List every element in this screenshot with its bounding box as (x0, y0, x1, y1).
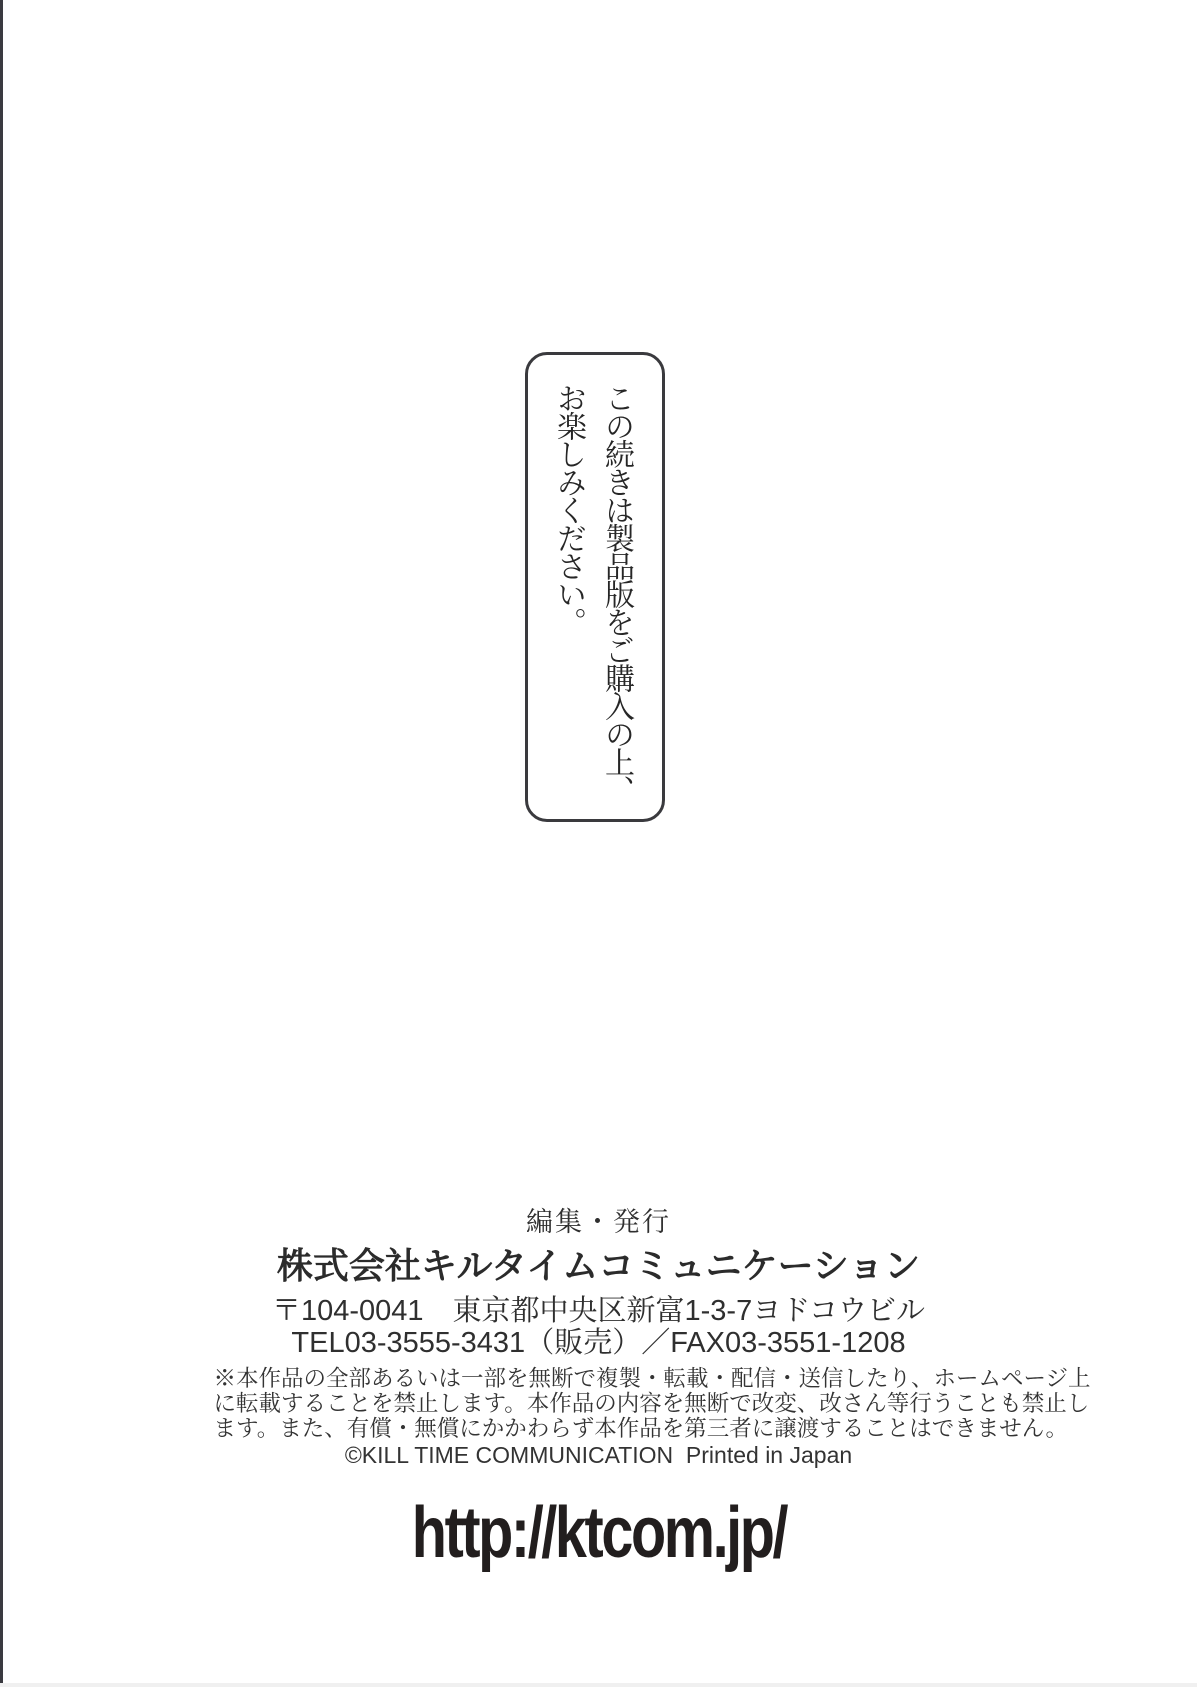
disclaimer-line-1: ※本作品の全部あるいは一部を無断で複製・転載・配信・送信したり、ホームページ上 (213, 1366, 1091, 1391)
teaser-line-2: お楽しみください。 (551, 383, 586, 635)
page-left-edge-line (0, 0, 3, 1687)
disclaimer-block (213, 1366, 1091, 1441)
copyright-line: ©KILL TIME COMMUNICATION Printed in Japan (344, 1442, 853, 1468)
publisher-phone: TEL03-3555-3431（販売）／FAX03-3551-1208 (291, 1327, 906, 1359)
publisher-url-line (0, 1492, 1197, 1574)
publisher-url: http://ktcom.jp/ (411, 1493, 786, 1573)
publisher-address: 〒104-0041 東京都中央区新富1-3-7ヨドコウビル (271, 1295, 926, 1327)
publisher-name: 株式会社キルタイムコミュニケーション (276, 1245, 921, 1286)
disclaimer-line-2: に転載することを禁止します。本作品の内容を無断で改変、改さん等行うことも禁止し (213, 1391, 1090, 1416)
teaser-box (525, 352, 665, 822)
teaser-line-1: この続きは製品版をご購入の上、 (599, 383, 634, 803)
page-bottom-edge-line (0, 1683, 1197, 1687)
role-label: 編集・発行 (526, 1207, 671, 1237)
disclaimer-line-3: ます。また、有償・無償にかかわらず本作品を第三者に譲渡することはできません。 (213, 1416, 1069, 1441)
